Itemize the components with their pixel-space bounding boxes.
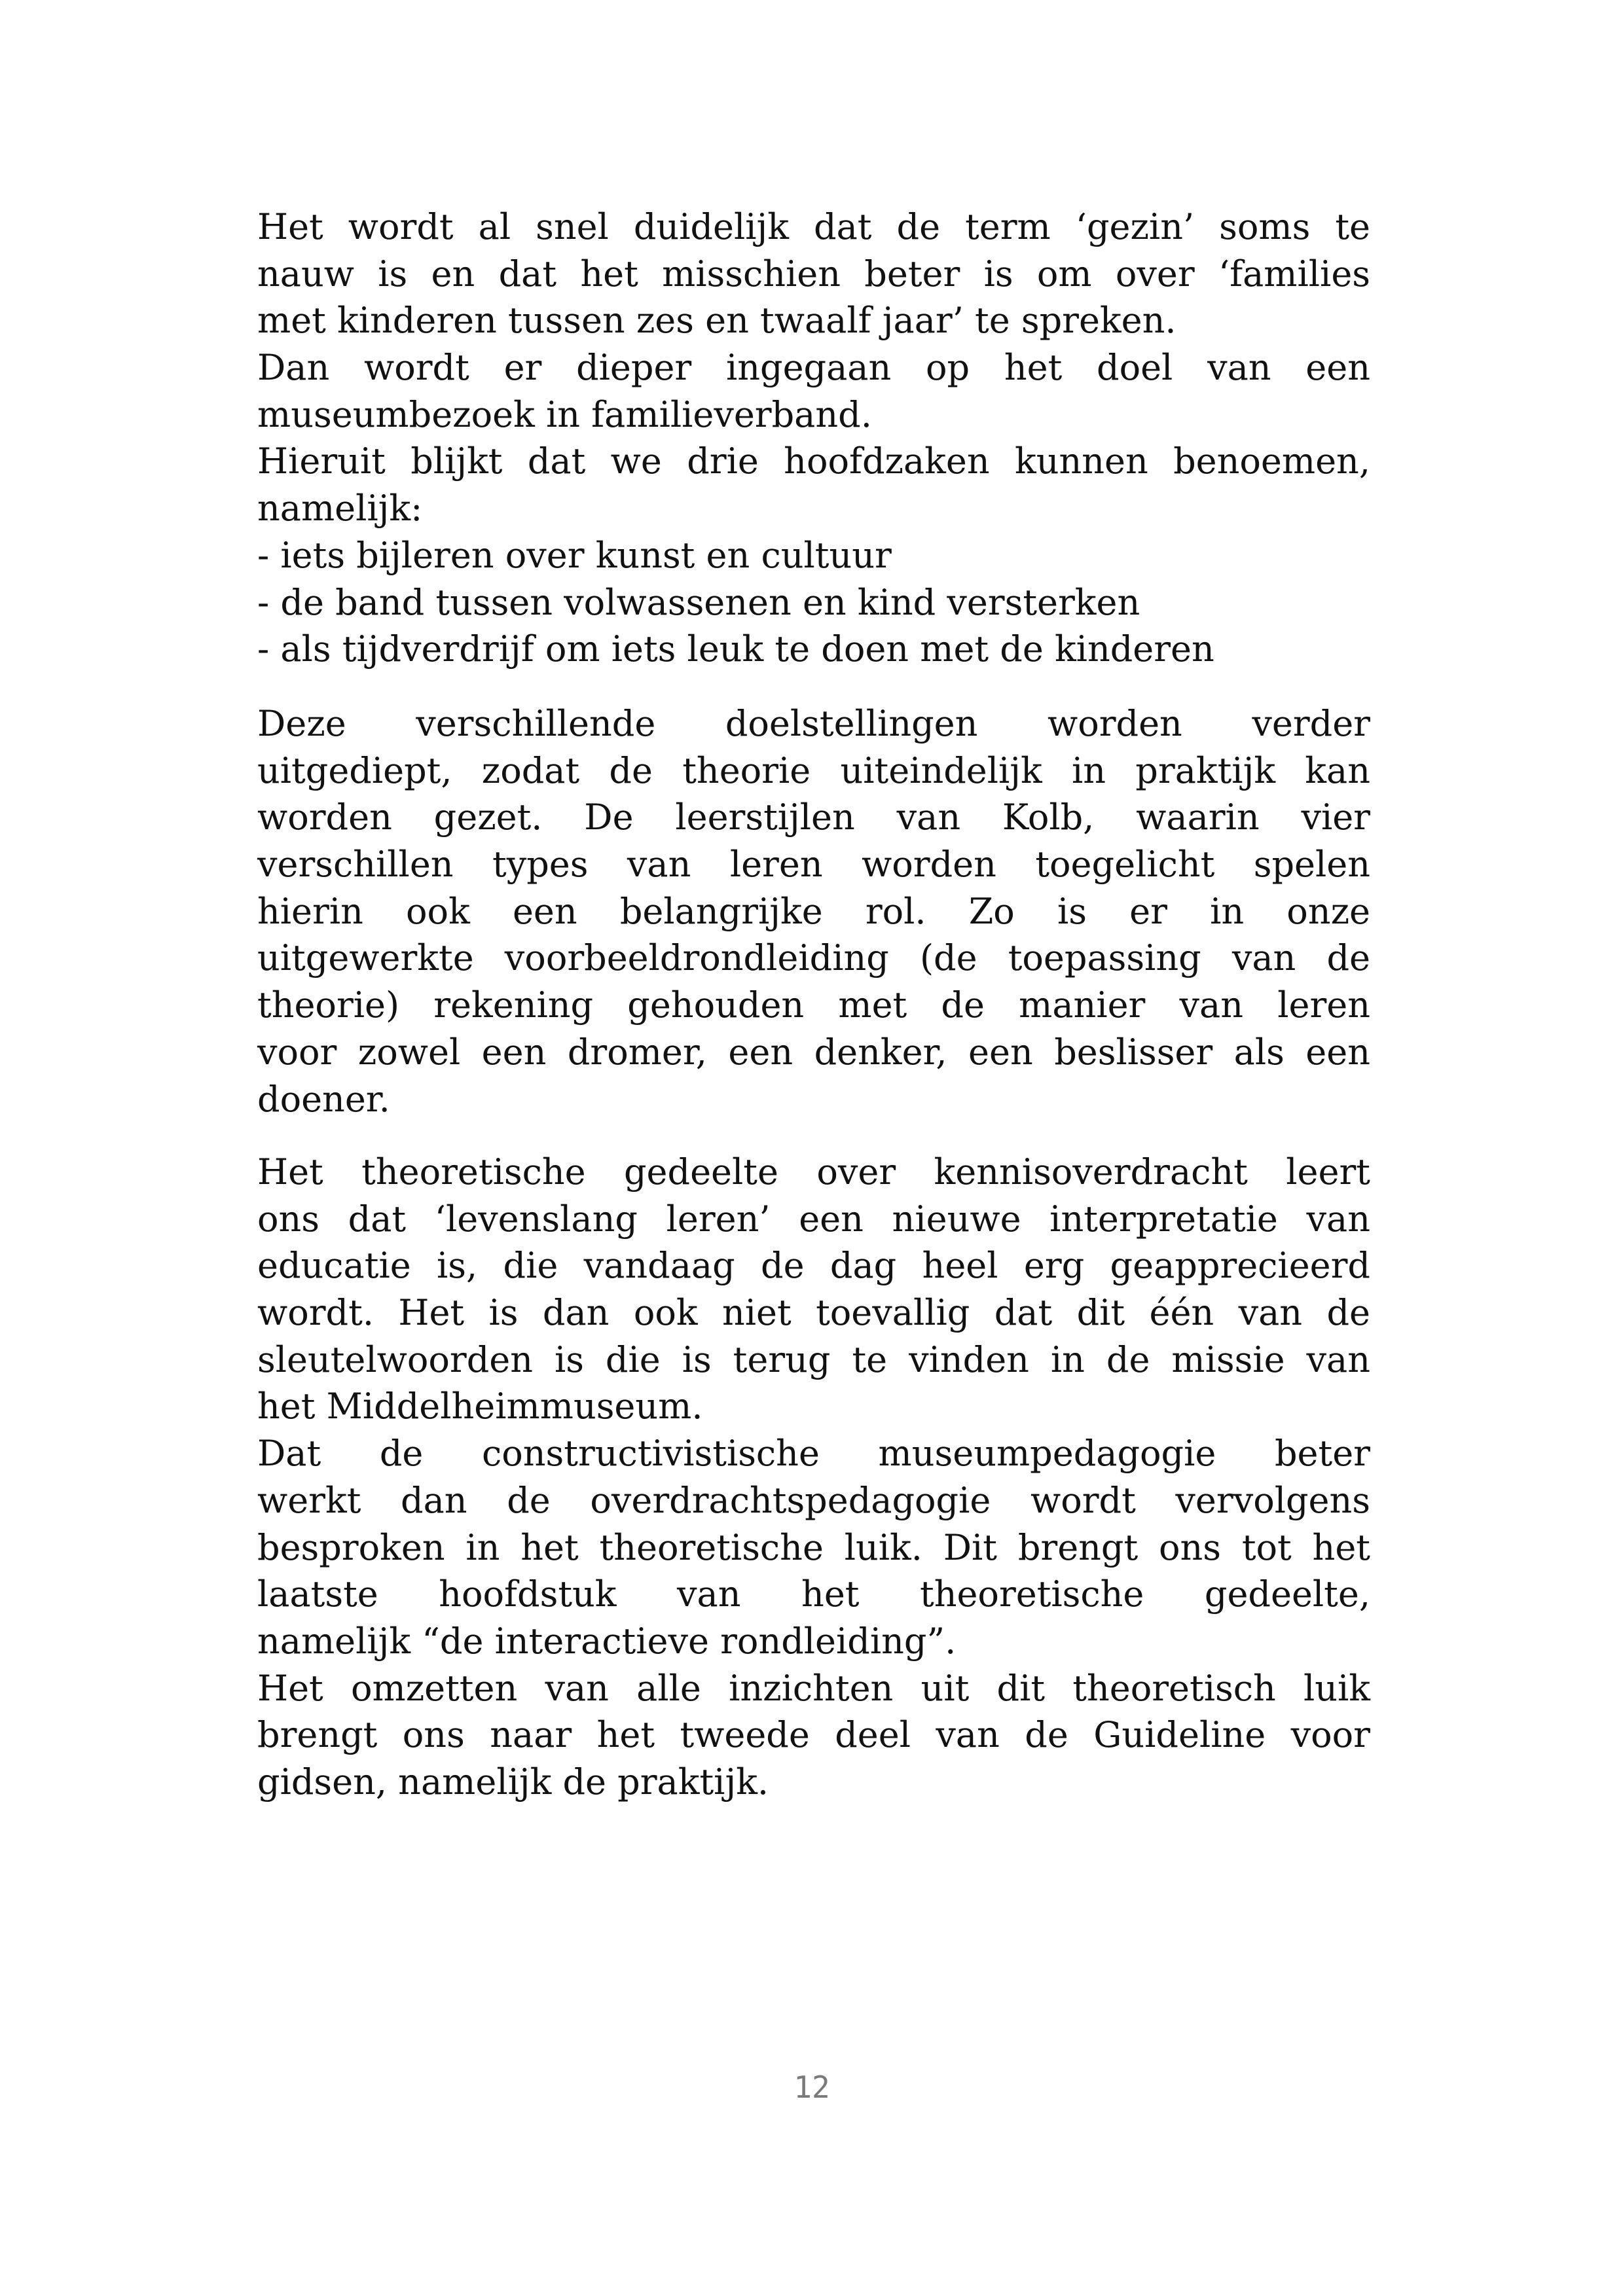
text-line: brengt ons naar het tweede deel van de Guideline voor: [257, 1714, 1370, 1756]
text-line: museumbezoek in familieverband.: [257, 393, 872, 435]
text-line: gidsen, namelijk de praktijk.: [257, 1761, 769, 1803]
text-line: sleutelwoorden is die is terug te vinden in de missie van: [257, 1338, 1370, 1380]
text-line: verschillen types van leren worden toegelicht spelen: [257, 844, 1370, 886]
text-line: - als tijdverdrijf om iets leuk te doen met de kinderen: [257, 628, 1214, 670]
text-line: Dat de constructivistische museumpedagogie beter: [257, 1433, 1370, 1475]
text-line: Het wordt al snel duidelijk dat de term ‘gezin’ soms te: [257, 206, 1370, 247]
text-line: Hieruit blijkt dat we drie hoofdzaken kunnen benoemen,: [257, 440, 1370, 482]
text-line: met kinderen tussen zes en twaalf jaar’ te spreken.: [257, 300, 1176, 342]
text-line: uitgediept, zodat de theorie uiteindelijk in praktijk kan: [257, 749, 1370, 791]
text-line: werkt dan de overdrachtspedagogie wordt vervolgens: [257, 1479, 1370, 1521]
paragraph-target-audience-goals: [257, 204, 1370, 673]
text-line: ons dat ‘levenslang leren’ een nieuwe interpretatie van: [257, 1198, 1370, 1240]
text-line: doener.: [257, 1078, 390, 1120]
text-line: voor zowel een dromer, een denker, een beslisser als een: [257, 1031, 1370, 1073]
text-line: Dan wordt er dieper ingegaan op het doel van een: [257, 347, 1370, 389]
text-line: het Middelheimmuseum.: [257, 1386, 703, 1427]
text-line: - de band tussen volwassenen en kind versterken: [257, 581, 1140, 623]
text-line: Deze verschillende doelstellingen worden verder: [257, 703, 1370, 744]
text-line: namelijk “de interactieve rondleiding”.: [257, 1620, 957, 1662]
text-line: Het omzetten van alle inzichten uit dit theoretisch luik: [257, 1667, 1370, 1709]
text-line: wordt. Het is dan ook niet toevallig dat dit één van de: [257, 1292, 1370, 1334]
text-line: - iets bijleren over kunst en cultuur: [257, 534, 892, 576]
text-line: nauw is en dat het misschien beter is om over ‘families: [257, 253, 1370, 295]
page-number: 12: [793, 2070, 830, 2105]
text-line: namelijk:: [257, 488, 423, 529]
text-line: hierin ook een belangrijke rol. Zo is er in onze: [257, 890, 1370, 932]
text-line: besproken in het theoretische luik. Dit brengt ons tot het: [257, 1526, 1370, 1568]
text-line: educatie is, die vandaag de dag heel erg geapprecieerd: [257, 1245, 1370, 1287]
text-line: laatste hoofdstuk van het theoretische gedeelte,: [257, 1573, 1370, 1615]
paragraph-learning-styles: [257, 700, 1370, 1122]
text-line: worden gezet. De leerstijlen van Kolb, waarin vier: [257, 797, 1370, 838]
text-line: theorie) rekening gehouden met de manier van leren: [257, 984, 1370, 1026]
paragraph-knowledge-transfer: [257, 1149, 1370, 1806]
text-line: uitgewerkte voorbeeldrondleiding (de toepassing van de: [257, 937, 1370, 979]
text-line: Het theoretische gedeelte over kennisoverdracht leert: [257, 1151, 1370, 1193]
